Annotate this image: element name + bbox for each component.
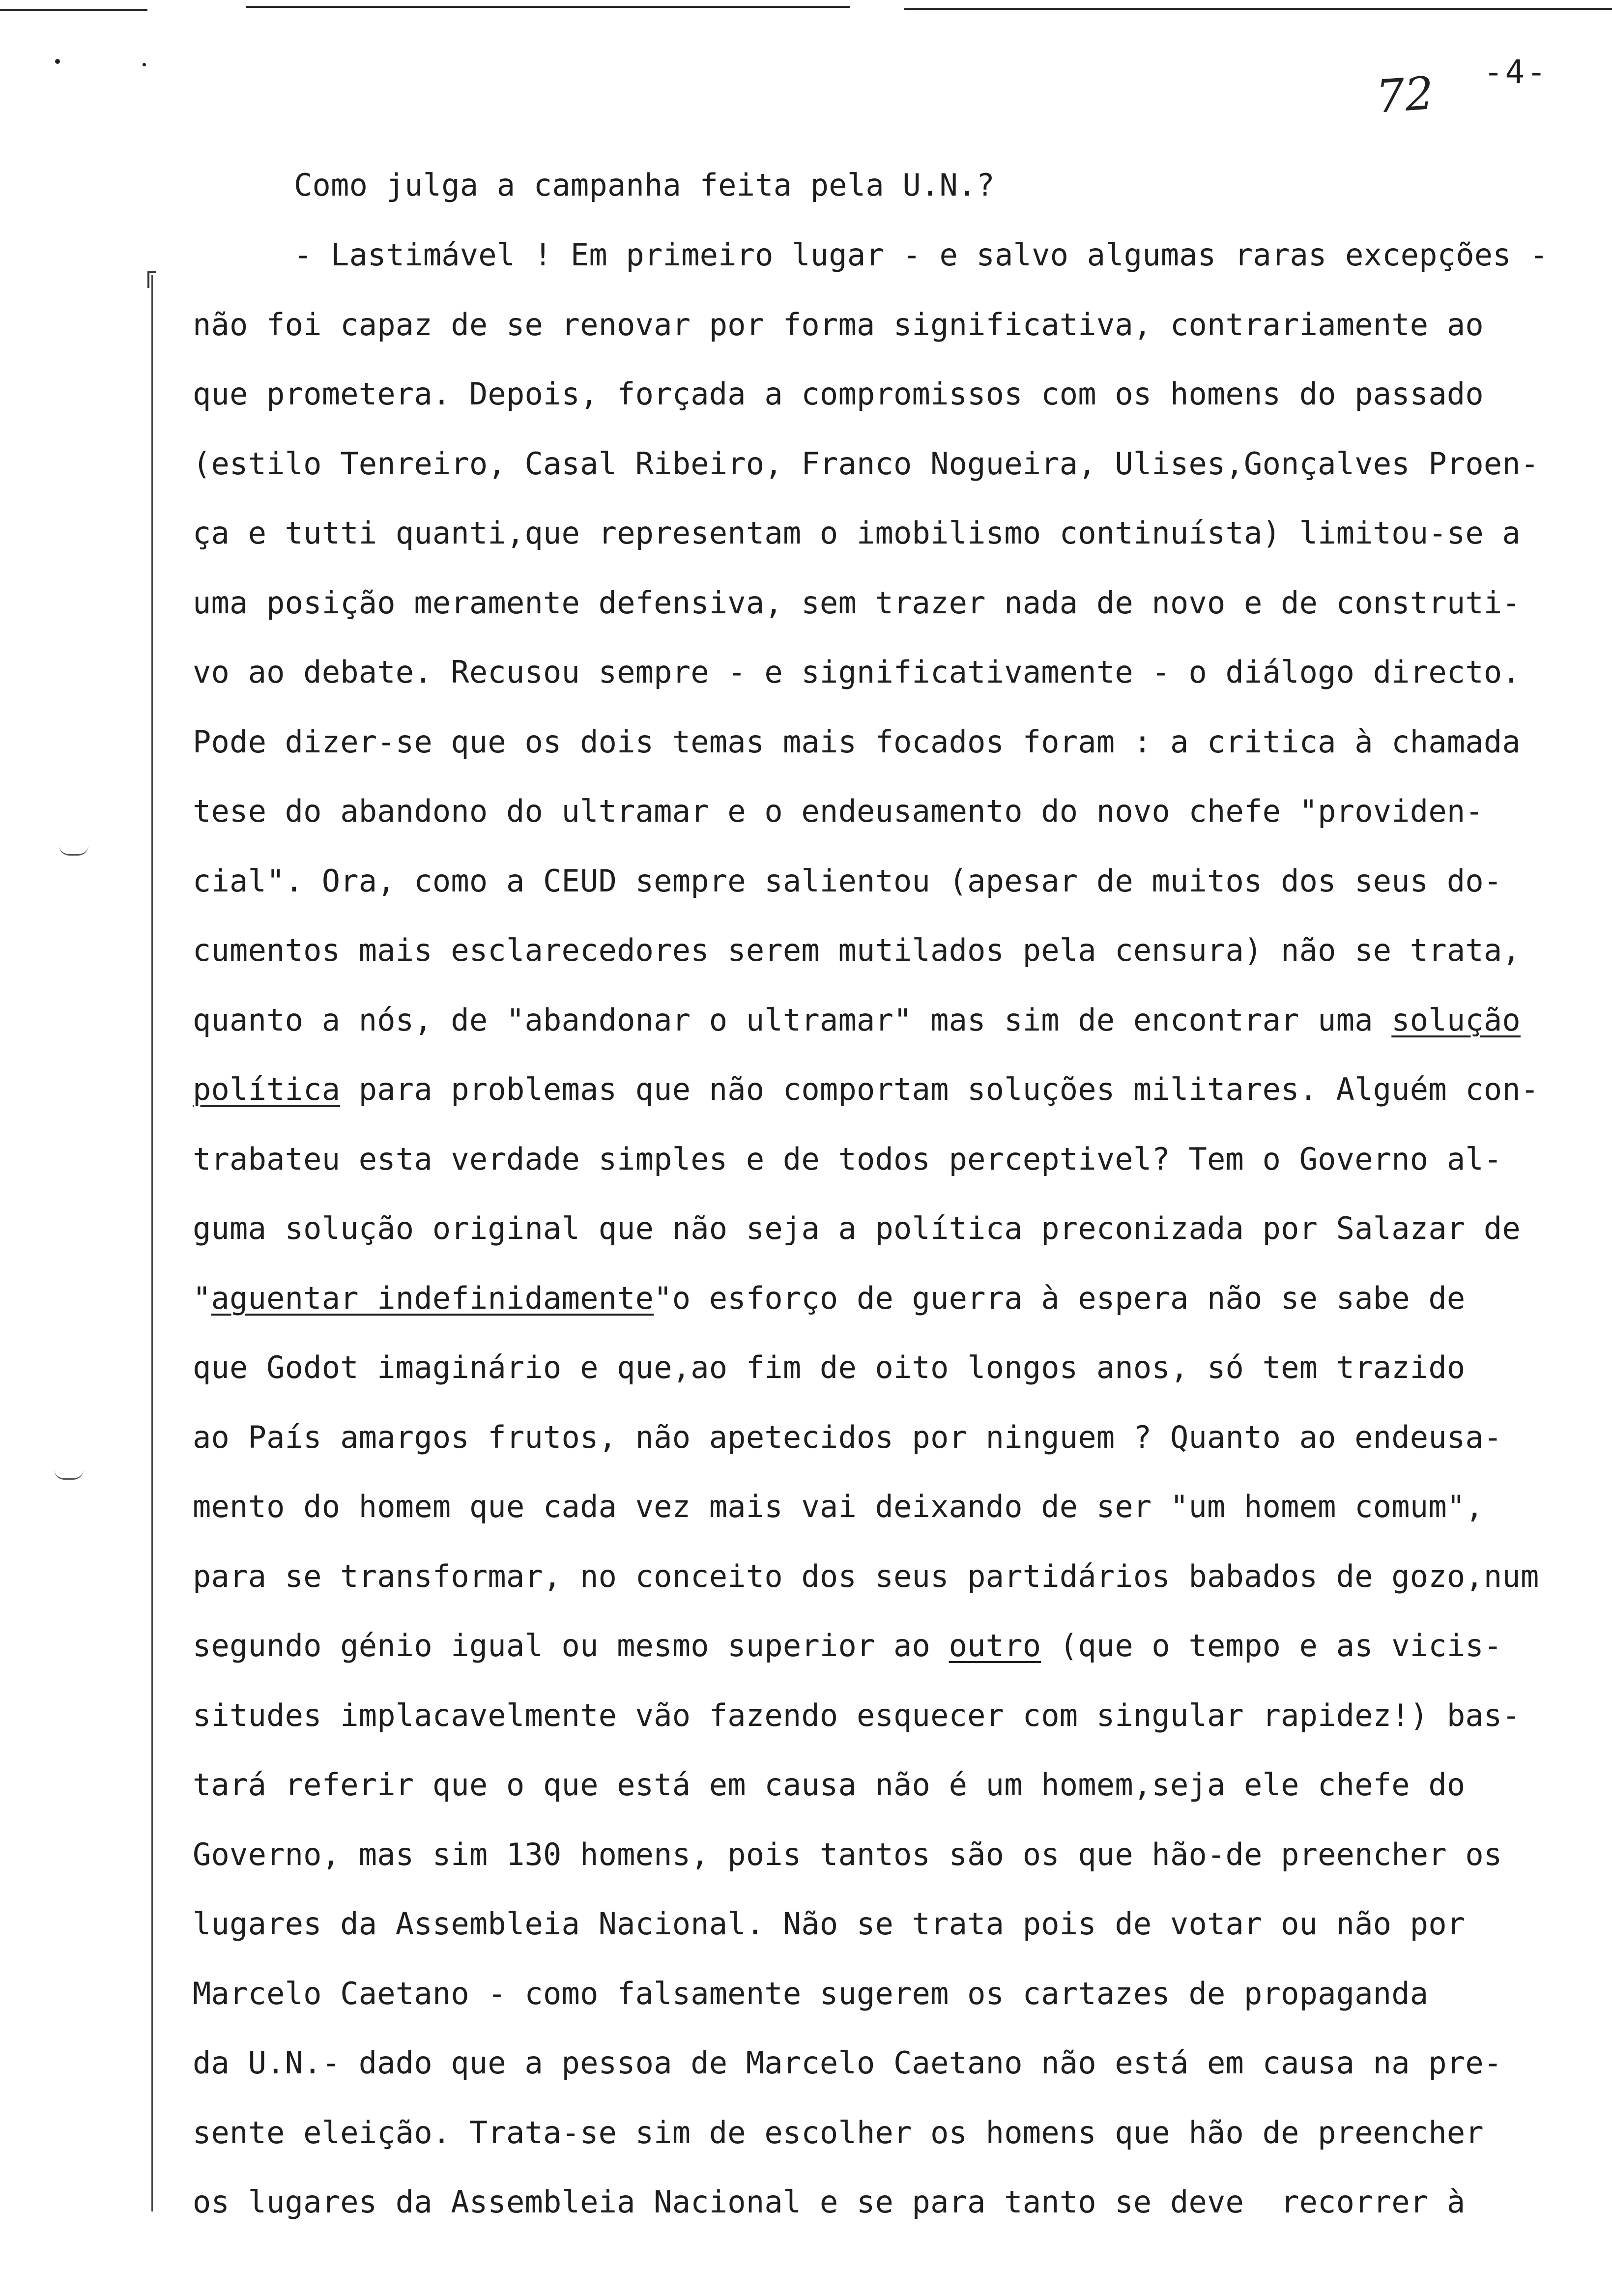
answer-line: ao País amargos frutos, não apetecidos por ninguem ? Quanto ao endeusa- [193, 1419, 1502, 1455]
answer-line: cial". Ora, como a CEUD sempre salientou (apesar de muitos dos seus do- [193, 863, 1502, 899]
line-text: segundo génio igual ou mesmo superior ao [193, 1628, 949, 1664]
answer-line: Governo, mas sim 130 homens, pois tantos são os que hão-de preencher os [193, 1837, 1502, 1872]
answer-line: que Godot imaginário e que,ao fim de oito longos anos, só tem trazido [193, 1349, 1466, 1385]
answer-line: para se transformar, no conceito dos seus partidários babados de gozo,num [193, 1558, 1539, 1594]
underlined-phrase: política [193, 1071, 341, 1107]
answer-line: lugares da Assembleia Nacional. Não se trata pois de votar ou não por [193, 1906, 1466, 1942]
answer-line [193, 1628, 1502, 1664]
scan-edge-line [904, 8, 1612, 10]
line-text: " [193, 1280, 211, 1316]
answer-line: que prometera. Depois, forçada a compromissos com os homens do passado [193, 376, 1484, 412]
answer-line: tará referir que o que está em causa não é um homem,seja ele chefe do [193, 1767, 1466, 1803]
answer-line [193, 1280, 1466, 1316]
answer-line: - Lastimável ! Em primeiro lugar - e salvo algumas raras excepções - [294, 237, 1548, 273]
line-text: (que o tempo e as vicis- [1041, 1628, 1502, 1664]
scan-edge-line [0, 9, 147, 11]
line-text: "o esforço de guerra à espera não se sabe de [654, 1280, 1466, 1316]
underlined-phrase: aguentar indefinidamente [211, 1280, 654, 1316]
margin-bracket-line [151, 275, 153, 2211]
answer-line: os lugares da Assembleia Nacional e se para tanto se deve recorrer à [193, 2184, 1466, 2220]
handwritten-page-number: 72 [1374, 67, 1436, 123]
underlined-phrase: solução [1391, 1002, 1521, 1038]
answer-line: sente eleição. Trata-se sim de escolher os homens que hão de preencher [193, 2115, 1484, 2151]
answer-line: cumentos mais esclarecedores serem mutilados pela censura) não se trata, [193, 932, 1521, 968]
answer-line: tese do abandono do ultramar e o endeusamento do novo chefe "providen- [193, 793, 1484, 829]
scan-edge-line [246, 6, 850, 8]
answer-line [193, 1002, 1521, 1038]
page-number: -4- [1483, 53, 1548, 91]
answer-line: (estilo Tenreiro, Casal Ribeiro, Franco Nogueira, Ulises,Gonçalves Proen- [193, 446, 1539, 482]
answer-line: Marcelo Caetano - como falsamente sugerem os cartazes de propaganda [193, 1976, 1429, 2011]
answer-line: mento do homem que cada vez mais vai deixando de ser "um homem comum", [193, 1489, 1484, 1524]
answer-line [193, 1071, 1539, 1107]
answer-line: vo ao debate. Recusou sempre - e significativamente - o diálogo directo. [193, 654, 1521, 690]
answer-line: situdes implacavelmente vão fazendo esquecer com singular rapidez!) bas- [193, 1697, 1521, 1733]
line-text: para problemas que não comportam soluções militares. Alguém con- [340, 1071, 1539, 1107]
underlined-phrase: outro [949, 1628, 1041, 1664]
answer-line: uma posição meramente defensiva, sem trazer nada de novo e de construti- [193, 585, 1521, 621]
scan-speck [143, 63, 146, 66]
answer-line: trabateu esta verdade simples e de todos perceptivel? Tem o Governo al- [193, 1141, 1502, 1177]
margin-tick-mark [54, 1469, 84, 1480]
question-line: Como julga a campanha feita pela U.N.? [294, 167, 995, 203]
scan-speck [55, 59, 60, 64]
answer-line: da U.N.- dado que a pessoa de Marcelo Caetano não está em causa na pre- [193, 2045, 1502, 2081]
margin-tick-mark [59, 845, 88, 856]
answer-line: ça e tutti quanti,que representam o imobilismo continuísta) limitou-se a [193, 515, 1521, 551]
answer-line: guma solução original que não seja a política preconizada por Salazar de [193, 1210, 1521, 1246]
answer-line: Pode dizer-se que os dois temas mais focados foram : a critica à chamada [193, 724, 1521, 760]
line-text: quanto a nós, de "abandonar o ultramar" mas sim de encontrar uma [193, 1002, 1392, 1038]
answer-line: não foi capaz de se renovar por forma significativa, contrariamente ao [193, 307, 1484, 343]
